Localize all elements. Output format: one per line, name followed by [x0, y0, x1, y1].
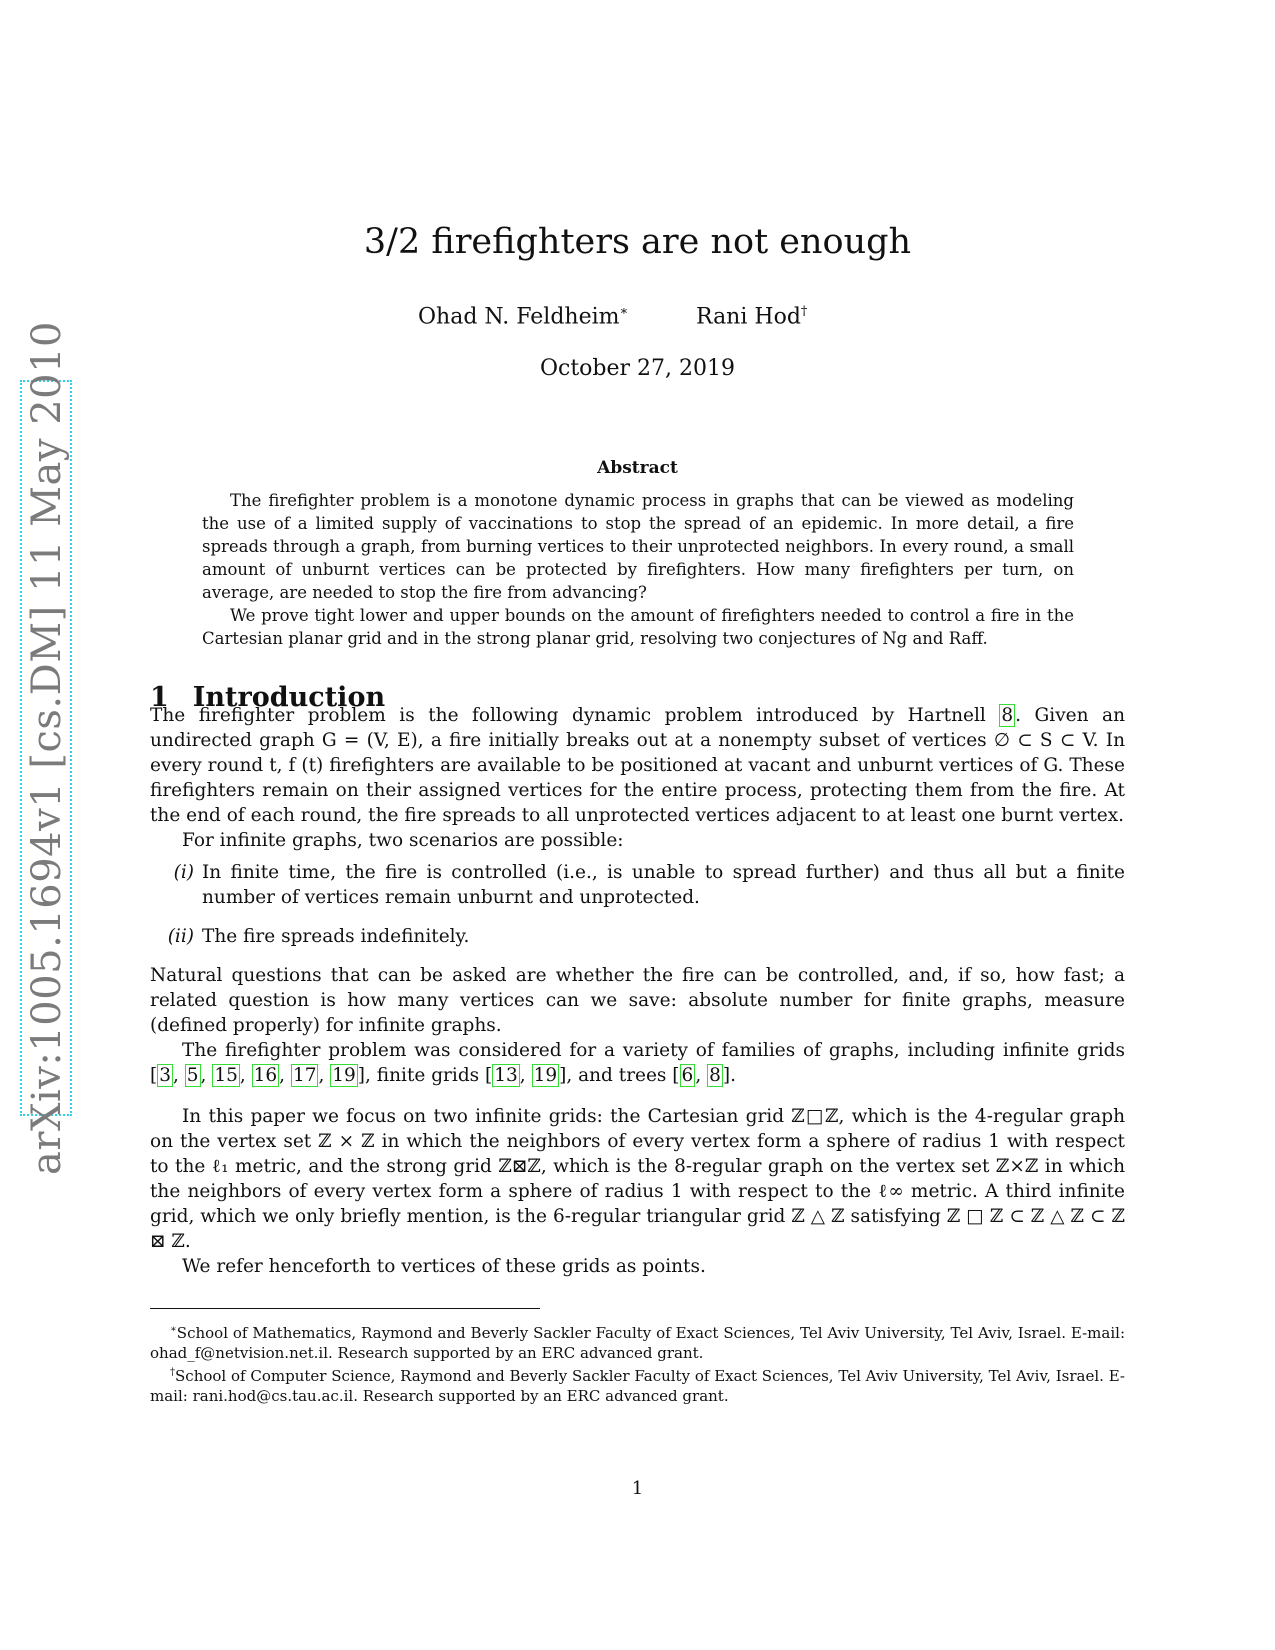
footnote-item	[150, 1363, 1125, 1406]
footnote-item	[150, 1320, 1125, 1363]
citation-link[interactable]: 8	[709, 1065, 721, 1086]
section-title: Introduction	[192, 682, 386, 713]
footnote-mark[interactable]: ∗	[619, 304, 629, 319]
author-name: Rani Hod	[696, 304, 801, 330]
intro-paragraph-3	[150, 963, 1125, 1088]
footnotes	[150, 1320, 1125, 1406]
citation-link[interactable]: 17	[292, 1065, 317, 1086]
paper-title: 3/2 firefighters are not enough	[363, 222, 912, 262]
citation-link[interactable]: 3	[159, 1065, 171, 1086]
intro-paragraph-4: The firefighter problem was considered for a variety of families of graphs, including infinite grids [ 3 , 5 , 15 , 16 , 17 , 19 ], finite grids [ 13 , 19 ], and trees [ 6 , 8 ].	[150, 1040, 1125, 1086]
citation-link[interactable]: 15	[214, 1065, 238, 1086]
abstract-paragraph: We prove tight lower and upper bounds on the amount of firefighters needed to control a fire in the Cartesian planar grid and in the strong planar grid, resolving two conjectures of Ng and Raff.	[202, 606, 1074, 648]
footnote-mark[interactable]: †	[800, 304, 808, 319]
abstract-body	[202, 489, 1074, 650]
citation-link[interactable]: 6	[681, 1065, 694, 1086]
citation-link[interactable]: 5	[186, 1065, 199, 1086]
intro-paragraph-1	[150, 703, 1125, 853]
page-number: 1	[631, 1478, 644, 1499]
list-item-text: In finite time, the fire is controlled (i.e., is unable to spread further) and thus all but a finite number of vertices remain unburnt and unprotected.	[202, 862, 1125, 908]
footnote-text: School of Mathematics, Raymond and Beverly Sackler Faculty of Exact Sciences, Tel Aviv University, Tel Aviv, Israel. E-mail: ohad_f@netvision.net.il. Research supported by an ERC advanced grant.	[150, 1324, 1125, 1362]
list-item	[150, 924, 1125, 949]
abstract-paragraph: The firefighter problem is a monotone dynamic process in graphs that can be viewed as modeling the use of a limited supply of vaccinations to stop the spread of an epidemic. In more detail, a fire spreads through a graph, from burning vertices to their unprotected neighbors. In every round, a small amount of unburnt vertices can be protected by firefighters. How many firefighters per turn, on average, are needed to stop the fire from advancing?	[202, 491, 1074, 602]
author-hod	[696, 304, 807, 329]
paragraph-text: The firefighter problem was considered for a variety of families of graphs, including infinite grids [	[150, 1040, 1125, 1086]
citation-link[interactable]: 16	[253, 1065, 278, 1086]
intro-paragraph-6: We refer henceforth to vertices of these grids as points.	[182, 1256, 706, 1277]
citation-link[interactable]: 19	[332, 1065, 356, 1086]
author-feldheim	[418, 304, 628, 329]
list-item-label: (i)	[173, 862, 194, 883]
abstract-heading: Abstract	[597, 458, 678, 478]
paragraph-text: Natural questions that can be asked are whether the fire can be controlled, and, if so, how fast; a related question is how many vertices can we save: absolute number for finite graphs, measure (defined properly) for infinite graphs.	[150, 965, 1125, 1036]
paragraph-text: In this paper we focus on two infinite grids: the Cartesian grid ℤ□ℤ, which is the 4-regular graph on the vertex set ℤ × ℤ in which the neighbors of every vertex form a sphere of radius 1 with respect to the ℓ₁ metric, and the strong grid ℤ⊠ℤ, which is the 8-regular graph on the vertex set ℤ×ℤ in which the neighbors of every vertex form a sphere of radius 1 with respect to the ℓ∞ metric. A third infinite grid, which we only briefly mention, is the 6-regular triangular grid ℤ △ ℤ satisfying ℤ □ ℤ ⊂ ℤ △ ℤ ⊂ ℤ ⊠ ℤ.	[150, 1106, 1125, 1252]
arxiv-identifier[interactable]: arXiv:1005.1694v1 [cs.DM] 11 May 2010	[24, 320, 70, 1176]
list-item-text: The fire spreads indefinitely.	[202, 926, 470, 947]
footnote-text: School of Computer Science, Raymond and Beverly Sackler Faculty of Exact Sciences, Tel Aviv University, Tel Aviv, Israel. E-mail: rani.hod@cs.tau.ac.il. Research supported by an ERC advanced grant.	[150, 1367, 1125, 1405]
citation-link[interactable]: 13	[494, 1065, 518, 1086]
footnote-divider	[150, 1308, 540, 1309]
section-number: 1	[150, 682, 169, 713]
paragraph-text: ].	[722, 1065, 736, 1086]
footnote-mark: ∗	[170, 1324, 177, 1335]
footnote-mark: †	[170, 1367, 176, 1378]
paragraph-text: ], finite grids [	[357, 1065, 493, 1086]
paragraph-text: The firefighter problem is the following dynamic problem introduced by Hartnell	[150, 705, 1000, 726]
list-item	[150, 860, 1125, 910]
paragraph-text: ], and trees [	[559, 1065, 680, 1086]
intro-paragraph-5	[150, 1104, 1125, 1279]
author-name: Ohad N. Feldheim	[418, 304, 620, 330]
paper-date: October 27, 2019	[539, 356, 736, 381]
intro-paragraph-2: For infinite graphs, two scenarios are possible:	[182, 830, 624, 851]
citation-link[interactable]: 8	[1001, 705, 1014, 726]
list-item-label: (ii)	[167, 926, 194, 947]
citation-link[interactable]: 19	[533, 1065, 558, 1086]
paragraph-text: . Given an undirected graph G = (V, E), a fire initially breaks out at a nonempty subset of vertices ∅ ⊂ S ⊂ V. In every round t, f (t) firefighters are available to be positioned at vacant and unburnt vertices of G. These firefighters remain on their assigned vertices for the entire process, protecting them from the fire. At the end of each round, the fire spreads to all unprotected vertices adjacent to at least one burnt vertex.	[150, 705, 1125, 826]
